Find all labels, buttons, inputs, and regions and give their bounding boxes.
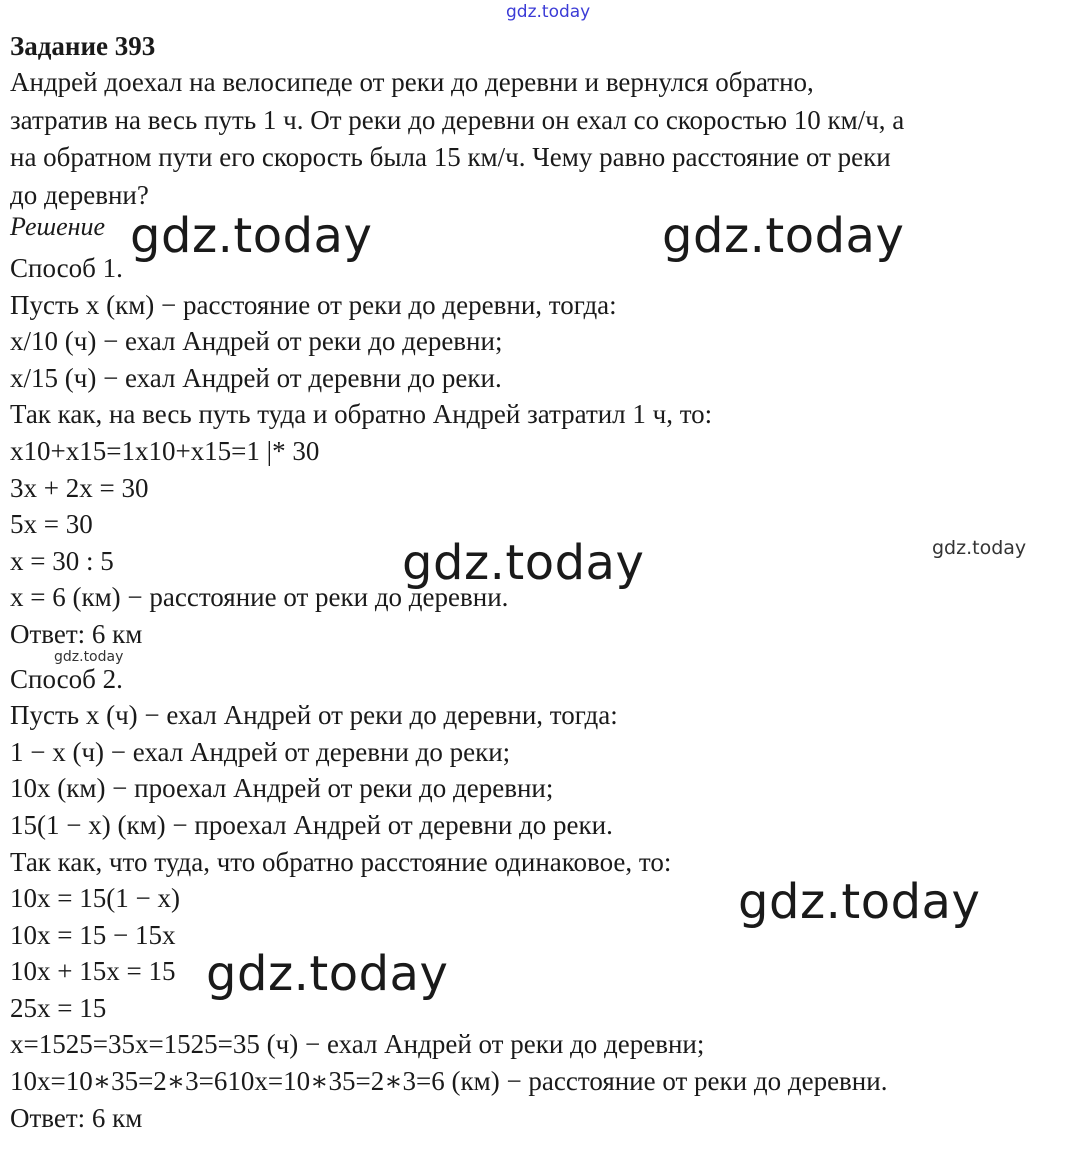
method-1 — [10, 250, 1085, 653]
watermark: gdz.today — [738, 874, 981, 930]
solution-line: Так как, на весь путь туда и обратно Андрей затратил 1 ч, то: — [10, 399, 713, 430]
watermark: gdz.today — [206, 946, 449, 1002]
solution-body — [10, 250, 1085, 1136]
solution-line: 15(1 − x) (км) − проехал Андрей от деревни до реки. — [10, 809, 613, 840]
watermark: gdz.today — [662, 208, 905, 264]
solution-line: 10x=10∗35=2∗3=610x=10∗35=2∗3=6 (км) − расстояние от реки до деревни. — [10, 1066, 888, 1097]
solution-line: Пусть x (км) − расстояние от реки до деревни, тогда: — [10, 289, 617, 320]
solution-line: x10+x15=1x10+x15=1 |* 30 — [10, 435, 320, 466]
task-title: Задание 393 — [10, 31, 156, 61]
solution-line: x/15 (ч) − ехал Андрей от деревни до реки. — [10, 362, 502, 393]
solution-line: 5x = 30 — [10, 509, 93, 540]
answer-line: Ответ: 6 км — [10, 618, 143, 649]
spacer — [10, 653, 1085, 661]
task-line: затратив на весь путь 1 ч. От реки до деревни он ехал со скоростью 10 км/ч, а — [10, 104, 905, 135]
solution-line: 10x = 15 − 15x — [10, 919, 176, 950]
solution-line: Так как, что туда, что обратно расстояние одинаковое, то: — [10, 846, 672, 877]
solution-line: x=1525=35x=1525=35 (ч) − ехал Андрей от реки до деревни; — [10, 1029, 705, 1060]
method-heading: Способ 1. — [10, 253, 123, 283]
solution-line: 3x + 2x = 30 — [10, 472, 149, 503]
solution-label: Решение — [10, 212, 106, 241]
solution-line: 10x + 15x = 15 — [10, 956, 176, 987]
solution-line: x/10 (ч) − ехал Андрей от реки до деревни; — [10, 326, 503, 357]
solution-line: 25x = 15 — [10, 992, 107, 1023]
solution-line: 10x (км) − проехал Андрей от реки до деревни; — [10, 773, 554, 804]
task-line: Андрей доехал на велосипеде от реки до деревни и вернулся обратно, — [10, 67, 814, 97]
watermark: gdz.today — [932, 537, 1027, 559]
task-statement — [10, 64, 1090, 214]
task-line: на обратном пути его скорость была 15 км/ч. Чему равно расстояние от реки — [10, 142, 891, 172]
method-heading: Способ 2. — [10, 663, 123, 694]
solution-line: 1 − x (ч) − ехал Андрей от деревни до реки; — [10, 736, 511, 767]
answer-line: Ответ: 6 км — [10, 1102, 143, 1133]
solution-line: x = 6 (км) − расстояние от реки до деревни. — [10, 582, 509, 613]
watermark-top: gdz.today — [506, 2, 591, 22]
solution-line: Пусть x (ч) − ехал Андрей от реки до деревни, тогда: — [10, 700, 618, 731]
watermark: gdz.today — [130, 208, 373, 264]
watermark: gdz.today — [54, 649, 124, 665]
watermark: gdz.today — [402, 535, 645, 591]
method-2 — [10, 661, 1085, 1137]
solution-line: 10x = 15(1 − x) — [10, 883, 180, 914]
task-line: до деревни? — [10, 179, 149, 210]
solution-line: x = 30 : 5 — [10, 545, 114, 576]
